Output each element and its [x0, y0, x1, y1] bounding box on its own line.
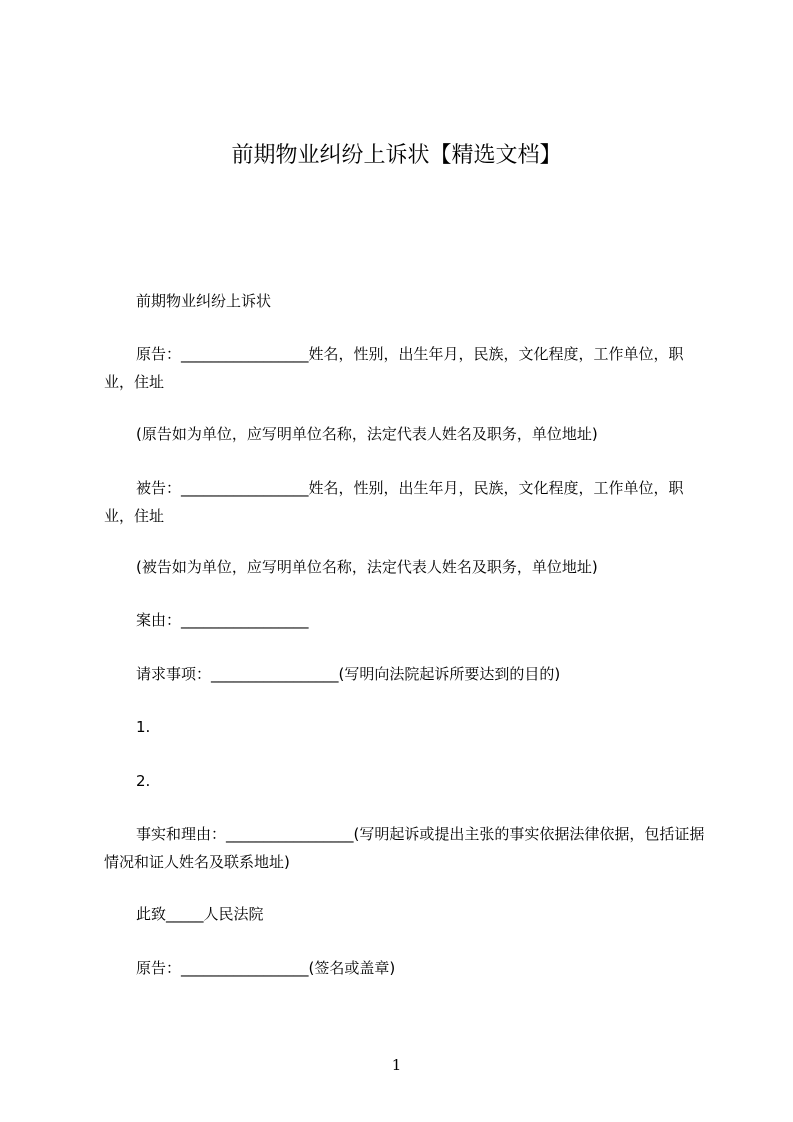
- heading-paragraph: 前期物业纠纷上诉状: [136, 292, 272, 310]
- claim-item-2: 2.: [136, 772, 151, 790]
- document-title: 前期物业纠纷上诉状【精选文档】: [231, 143, 562, 168]
- signature-paragraph: 原告：_________________(签名或盖章): [136, 959, 396, 977]
- plaintiff-note-paragraph: (原告如为单位，应写明单位名称，法定代表人姓名及职务，单位地址): [136, 425, 598, 443]
- defendant-paragraph: 被告：_________________姓名，性别，出生年月，民族，文化程度，工作单位，职业，住址: [104, 479, 684, 525]
- claims-paragraph: 请求事项：_________________(写明向法院起诉所要达到的目的): [136, 665, 561, 683]
- court-address-paragraph: 此致_____人民法院: [136, 905, 264, 923]
- defendant-note-paragraph: (被告如为单位，应写明单位名称，法定代表人姓名及职务，单位地址): [136, 558, 598, 576]
- facts-reasons-paragraph: 事实和理由：_________________(写明起诉或提出主张的事实依据法律依据，包括证据情况和证人姓名及联系地址): [104, 825, 705, 871]
- case-cause-paragraph: 案由：_________________: [136, 611, 309, 629]
- page-number: 1: [391, 1056, 402, 1074]
- claim-item-1: 1.: [136, 718, 151, 736]
- plaintiff-paragraph: 原告：_________________姓名，性别，出生年月，民族，文化程度，工作单位，职业，住址: [104, 345, 684, 391]
